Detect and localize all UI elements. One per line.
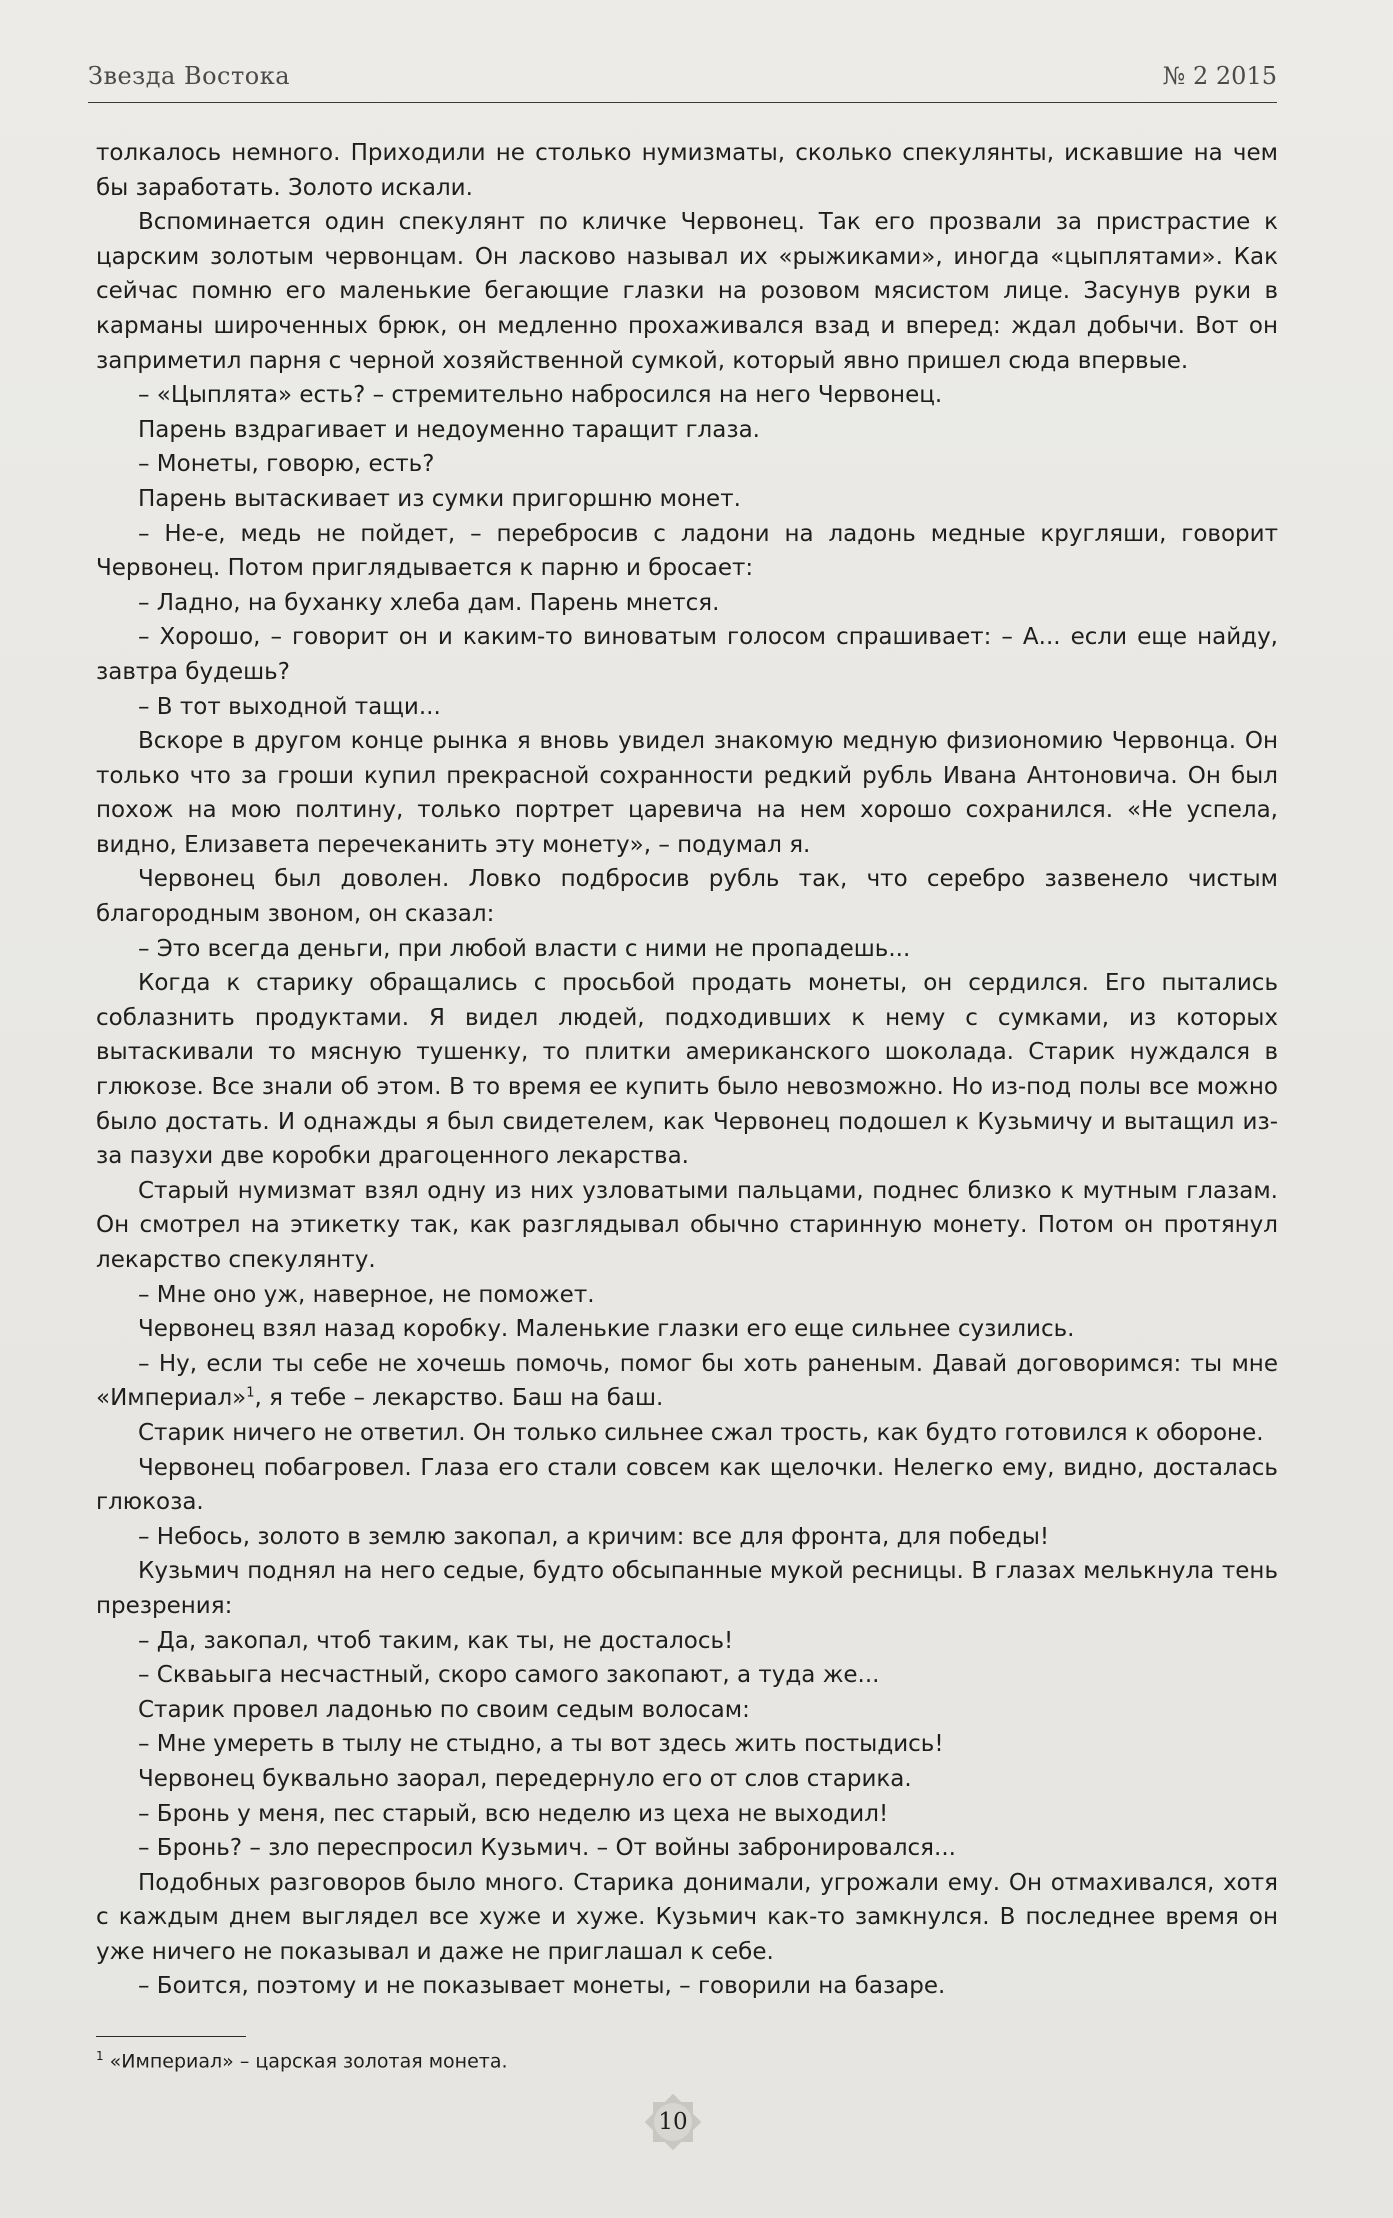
paragraph	[96, 447, 1278, 482]
footnote-marker: 1	[96, 2049, 104, 2063]
paragraph	[96, 205, 1278, 378]
paragraph	[96, 586, 1278, 621]
paragraph-text: Старик ничего не ответил. Он только сильнее сжал трость, как будто готовился к обороне.	[138, 1419, 1264, 1446]
issue-number: № 2 2015	[1162, 62, 1277, 90]
paragraph	[96, 1416, 1278, 1451]
paragraph-text: – Мне оно уж, наверное, не поможет.	[138, 1281, 595, 1308]
paragraph	[96, 1797, 1278, 1832]
paragraph-text: – Хорошо, – говорит он и каким-то виноватым голосом спрашивает: – А... если еще найду, завтра будешь?	[96, 624, 1278, 685]
paragraph-text: Кузьмич поднял на него седые, будто обсыпанные мукой ресницы. В глазах мелькнула тень презрения:	[96, 1558, 1278, 1619]
paragraph-text: Червонец побагровел. Глаза его стали совсем как щелочки. Нелегко ему, видно, досталась глюкоза.	[96, 1454, 1278, 1516]
paragraph	[96, 378, 1278, 413]
paragraph	[96, 1866, 1278, 1970]
paragraph-text: – Монеты, говорю, есть?	[138, 451, 435, 478]
paragraph-text: – Бронь у меня, пес старый, всю неделю из цеха не выходил!	[138, 1800, 889, 1827]
footnote-reference: 1	[246, 1385, 255, 1401]
page-number: 10	[658, 2109, 688, 2135]
paragraph-text: – Да, закопал, чтоб таким, как ты, не досталось!	[138, 1627, 734, 1654]
paragraph	[96, 620, 1278, 689]
paragraph	[96, 1451, 1278, 1520]
paragraph-text: – В тот выходной тащи...	[138, 693, 441, 720]
paragraph	[96, 482, 1278, 517]
footnote-rule	[96, 2036, 246, 2037]
paragraph	[96, 1278, 1278, 1313]
paragraph	[96, 862, 1278, 931]
paragraph	[96, 1658, 1278, 1693]
page-number-badge	[641, 2090, 705, 2154]
paragraph	[96, 413, 1278, 448]
paragraph	[96, 1312, 1278, 1347]
journal-title: Звезда Востока	[88, 62, 291, 90]
running-header	[88, 58, 1277, 103]
paragraph-text-continued: , я тебе – лекарство. Баш на баш.	[254, 1385, 664, 1412]
paragraph-text: – «Цыплята» есть? – стремительно набросился на него Червонец.	[138, 382, 943, 409]
paragraph-text: – Скваьыга несчастный, скоро самого закопают, а туда же...	[138, 1662, 880, 1689]
paragraph-text: – Не-е, медь не пойдет, – перебросив с ладони на ладонь медные кругляши, говорит Червонец. Потом приглядывается к парню и бросает:	[96, 520, 1278, 582]
paragraph	[96, 1624, 1278, 1659]
paragraph-text: – Небось, золото в землю закопал, а кричим: все для фронта, для победы!	[138, 1523, 1050, 1550]
paragraph-text: Подобных разговоров было много. Старика донимали, угрожали ему. Он отмахивался, хотя с каждым днем выглядел все хуже и хуже. Кузьмич как-то замкнулся. В последнее время он уже ничего не показывал и даже не приглашал к себе.	[96, 1869, 1278, 1965]
paragraph	[96, 517, 1278, 586]
paragraph	[96, 1693, 1278, 1728]
paragraph-text: Парень вздрагивает и недоуменно таращит глаза.	[138, 416, 760, 443]
paragraph	[96, 690, 1278, 725]
paragraph-text: Червонец буквально заорал, передернуло его от слов старика.	[138, 1765, 912, 1792]
paragraph	[96, 966, 1278, 1174]
paragraph-text: – Это всегда деньги, при любой власти с ними не пропадешь...	[138, 935, 911, 962]
paragraph-text: Червонец был доволен. Ловко подбросив рубль так, что серебро зазвенело чистым благородным звоном, он сказал:	[96, 866, 1278, 928]
paragraph-text: Парень вытаскивает из сумки пригоршню монет.	[138, 485, 741, 512]
paragraph-text: – Ну, если ты себе не хочешь помочь, помог бы хоть раненым. Давай договоримся: ты мне «Империал»	[96, 1350, 1278, 1412]
paragraph	[96, 724, 1278, 862]
paragraph	[96, 136, 1278, 205]
paragraph-text: – Мне умереть в тылу не стыдно, а ты вот здесь жить постыдись!	[138, 1731, 944, 1758]
paragraph-text: – Бронь? – зло переспросил Кузьмич. – От войны забронировался...	[138, 1835, 956, 1862]
paragraph	[96, 1762, 1278, 1797]
paragraph-text: – Ладно, на буханку хлеба дам. Парень мнется.	[138, 589, 720, 616]
paragraph	[96, 1554, 1278, 1623]
footnote	[96, 2043, 508, 2074]
paragraph-text: Вскоре в другом конце рынка я вновь увидел знакомую медную физиономию Червонца. Он только что за гроши купил прекрасной сохранности редкий рубль Ивана Антоновича. Он был похож на мою полтину, только портрет царевича на нем хорошо сохранился. «Не успела, видно, Елизавета перечеканить эту монету», – подумал я.	[96, 728, 1278, 858]
paragraph-text: – Боится, поэтому и не показывает монеты, – говорили на базаре.	[138, 1973, 946, 2000]
body-text	[96, 136, 1278, 2004]
paragraph	[96, 1174, 1278, 1278]
paragraph-text: Когда к старику обращались с просьбой продать монеты, он сердился. Его пытались соблазнить продуктами. Я видел людей, подходивших к нему с сумками, из которых вытаскивали то мясную тушенку, то плитки американского шоколада. Старик нуждался в глюкозе. Все знали об этом. В то время ее купить было невозможно. Но из-под полы все можно было достать. И однажды я был свидетелем, как Червонец подошел к Кузьмичу и вытащил из-за пазухи две коробки драгоценного лекарства.	[96, 970, 1278, 1170]
paragraph	[96, 1831, 1278, 1866]
paragraph	[96, 932, 1278, 967]
paragraph-text: Старый нумизмат взял одну из них узловатыми пальцами, поднес близко к мутным глазам. Он смотрел на этикетку так, как разглядывал обычно старинную монету. Потом он протянул лекарство спекулянту.	[96, 1177, 1278, 1273]
paragraph-text: Вспоминается один спекулянт по кличке Червонец. Так его прозвали за пристрастие к царским золотым червонцам. Он ласково называл их «рыжиками», иногда «цыплятами». Как сейчас помню его маленькие бегающие глазки на розовом мясистом лице. Засунув руки в карманы широченных брюк, он медленно прохаживался взад и вперед: ждал добычи. Вот он заприметил парня с черной хозяйственной сумкой, который явно пришел сюда впервые.	[96, 209, 1278, 374]
paragraph-text: Старик провел ладонью по своим седым волосам:	[138, 1696, 750, 1723]
paragraph	[96, 1969, 1278, 2004]
paragraph	[96, 1727, 1278, 1762]
paragraph-text: Червонец взял назад коробку. Маленькие глазки его еще сильнее сузились.	[138, 1316, 1075, 1343]
footnote-text: «Империал» – царская золотая монета.	[103, 2050, 508, 2073]
paragraph	[96, 1520, 1278, 1555]
paragraph-text: толкалось немного. Приходили не столько нумизматы, сколько спекулянты, искавшие на чем бы заработать. Золото искали.	[96, 140, 1278, 201]
paragraph	[96, 1347, 1278, 1416]
